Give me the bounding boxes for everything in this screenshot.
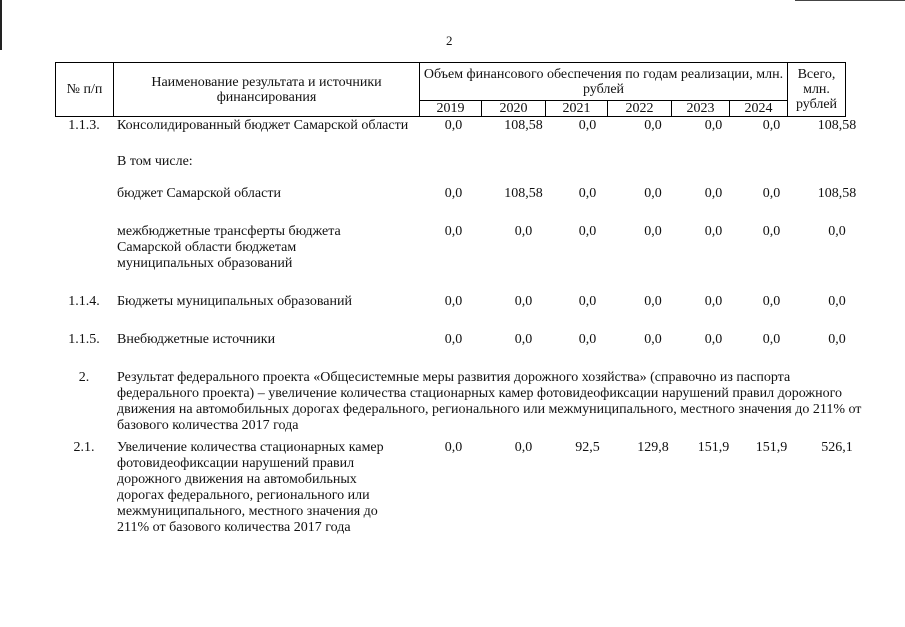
value-2019: 0,0 [444, 332, 463, 347]
value-2022: 0,0 [644, 224, 662, 239]
row-name: В том числе: [117, 154, 193, 169]
row-number: 2.1. [73, 440, 95, 455]
value-2022: 129,8 [637, 440, 669, 455]
value-2019: 0,0 [444, 440, 463, 455]
page-edge-top [795, 0, 905, 1]
value-2020: 0,0 [514, 332, 533, 347]
row-name: бюджет Самарской области [117, 186, 281, 201]
header-total: Всего, млн. рублей [788, 63, 846, 117]
value-total: 0,0 [828, 224, 846, 239]
value-2020: 0,0 [514, 294, 533, 309]
value-2022: 0,0 [644, 118, 662, 133]
value-2020: 0,0 [514, 440, 533, 455]
value-2023: 0,0 [704, 224, 723, 239]
value-2022: 0,0 [644, 332, 662, 347]
page-number: 2 [446, 33, 453, 48]
value-2022: 0,0 [644, 186, 662, 201]
value-2023: 0,0 [704, 118, 723, 133]
value-2023: 0,0 [704, 186, 723, 201]
row-number: 2. [78, 370, 90, 385]
row-name: Результат федерального проекта «Общесистемные меры развития дорожного хозяйства» (справочно из паспорта федерального проекта) – увеличение количества стационарных камер фотовидеофиксации нарушений правил дорожного движения на автомобильных дорогах федерального, регионального или межмуниципального, местного значения до 211% от базового количества 2017 года [117, 370, 862, 433]
row-name: Бюджеты муниципальных образований [117, 294, 352, 309]
header-number: № п/п [56, 63, 114, 117]
value-2024: 0,0 [762, 332, 781, 347]
value-2022: 0,0 [644, 294, 662, 309]
header-year: 2020 [482, 101, 546, 117]
value-total: 108,58 [817, 118, 857, 133]
value-2020: 0,0 [514, 224, 533, 239]
value-2021: 0,0 [578, 118, 597, 133]
row-number: 1.1.4. [68, 294, 100, 309]
value-2021: 0,0 [578, 332, 597, 347]
value-2023: 0,0 [704, 332, 723, 347]
row-name: Увеличение количества стационарных камер фотовидеофиксации нарушений правил дорожного движения на автомобильных дорогах федерального, регионального или межмуниципального, местного значения до 211% от базового количества 2017 года [117, 440, 384, 535]
header-funding: Объем финансового обеспечения по годам реализации, млн. рублей [420, 63, 788, 101]
header-year: 2019 [420, 101, 482, 117]
value-total: 0,0 [828, 294, 846, 309]
value-2021: 0,0 [578, 294, 597, 309]
value-2019: 0,0 [444, 118, 463, 133]
value-2024: 0,0 [762, 294, 781, 309]
value-total: 108,58 [817, 186, 857, 201]
page-edge-left [0, 0, 2, 50]
header-year: 2021 [546, 101, 608, 117]
value-2019: 0,0 [444, 186, 463, 201]
value-2021: 0,0 [578, 186, 597, 201]
value-total: 526,1 [821, 440, 853, 455]
value-2019: 0,0 [444, 294, 463, 309]
header-name: Наименование результата и источники финансирования [114, 63, 420, 117]
header-year: 2023 [672, 101, 730, 117]
value-2021: 0,0 [578, 224, 597, 239]
value-2021: 92,5 [575, 440, 600, 455]
value-2024: 0,0 [762, 186, 781, 201]
value-2024: 151,9 [755, 440, 788, 455]
header-year: 2024 [730, 101, 788, 117]
header-year: 2022 [608, 101, 672, 117]
value-2020: 108,58 [504, 118, 543, 133]
value-2023: 151,9 [697, 440, 730, 455]
value-2019: 0,0 [444, 224, 463, 239]
table-header [55, 62, 846, 117]
row-name: межбюджетные трансферты бюджета Самарской области бюджетам муниципальных образований [117, 224, 341, 271]
row-number: 1.1.3. [68, 118, 100, 133]
row-name: Внебюджетные источники [117, 332, 276, 347]
row-name: Консолидированный бюджет Самарской области [117, 118, 409, 133]
value-2024: 0,0 [762, 118, 781, 133]
row-number: 1.1.5. [68, 332, 100, 347]
value-2020: 108,58 [504, 186, 543, 201]
value-2023: 0,0 [704, 294, 723, 309]
value-total: 0,0 [828, 332, 846, 347]
value-2024: 0,0 [762, 224, 781, 239]
